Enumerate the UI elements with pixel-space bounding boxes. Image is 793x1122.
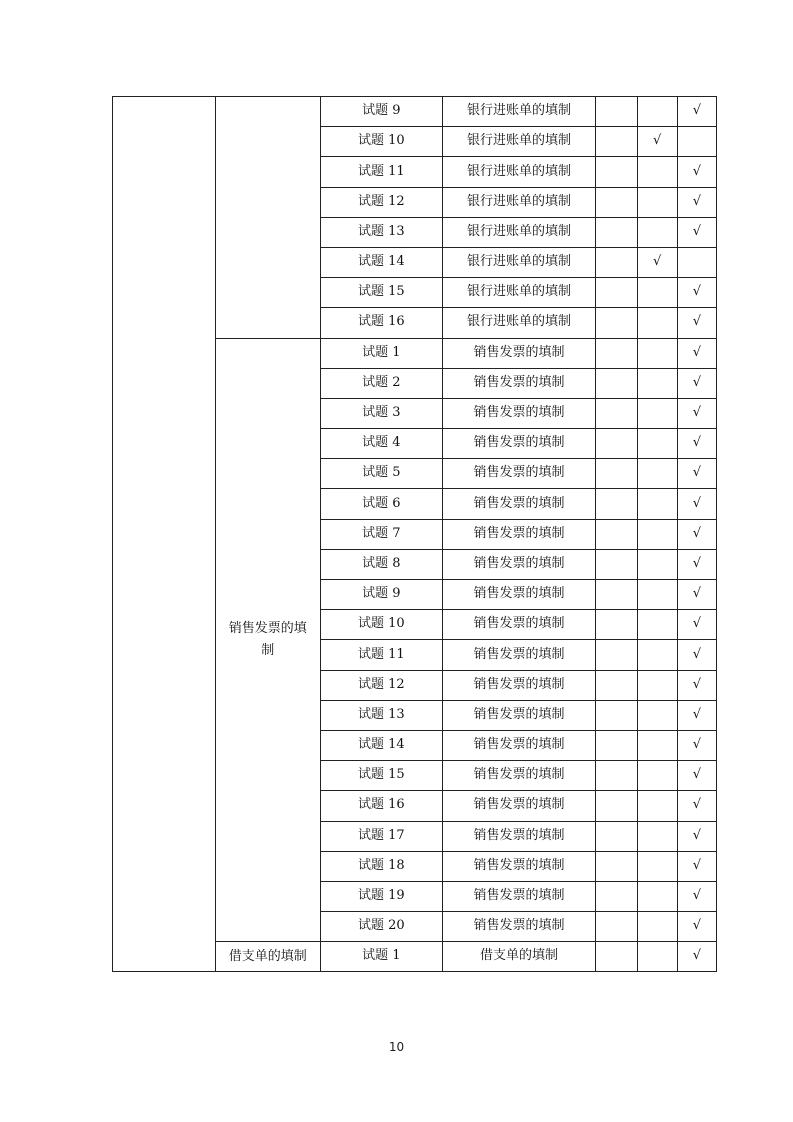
content-cell: 银行进账单的填制 [442,308,596,338]
check-cell-1 [596,127,637,157]
content-cell: 销售发票的填制 [442,338,596,368]
content-cell: 销售发票的填制 [442,730,596,760]
content-cell: 销售发票的填制 [442,791,596,821]
check-cell-2 [637,187,677,217]
check-cell-1 [596,640,637,670]
item-cell: 试题 17 [321,821,443,851]
check-cell-2 [637,97,677,127]
check-cell-2 [637,912,677,942]
content-cell: 销售发票的填制 [442,610,596,640]
item-cell: 试题 1 [321,942,443,972]
check-cell-2 [637,429,677,459]
content-cell: 销售发票的填制 [442,519,596,549]
check-cell-1 [596,368,637,398]
item-cell: 试题 15 [321,761,443,791]
check-cell-2 [637,700,677,730]
content-cell: 销售发票的填制 [442,851,596,881]
content-cell: 销售发票的填制 [442,670,596,700]
item-cell: 试题 19 [321,881,443,911]
item-cell: 试题 18 [321,851,443,881]
check-cell-3: √ [677,308,716,338]
check-cell-1 [596,851,637,881]
check-cell-3: √ [677,730,716,760]
check-cell-1 [596,761,637,791]
check-cell-3: √ [677,821,716,851]
check-cell-1 [596,549,637,579]
content-cell: 销售发票的填制 [442,821,596,851]
check-cell-2 [637,368,677,398]
check-cell-1 [596,942,637,972]
check-cell-2 [637,821,677,851]
item-cell: 试题 4 [321,429,443,459]
item-cell: 试题 8 [321,549,443,579]
item-cell: 试题 2 [321,368,443,398]
check-cell-2 [637,640,677,670]
content-cell: 销售发票的填制 [442,881,596,911]
check-cell-3: √ [677,700,716,730]
check-cell-2: √ [637,247,677,277]
category-cell [113,97,216,972]
check-cell-3: √ [677,278,716,308]
check-cell-3: √ [677,851,716,881]
check-cell-3: √ [677,791,716,821]
check-cell-2 [637,489,677,519]
check-cell-1 [596,429,637,459]
item-cell: 试题 12 [321,670,443,700]
check-cell-3: √ [677,459,716,489]
check-cell-1 [596,97,637,127]
check-cell-1 [596,580,637,610]
item-cell: 试题 7 [321,519,443,549]
content-cell: 销售发票的填制 [442,429,596,459]
module-label-cell: 借支单的填制 [215,942,321,972]
content-cell: 银行进账单的填制 [442,187,596,217]
item-cell: 试题 11 [321,640,443,670]
page-number: 10 [388,1040,405,1054]
check-cell-1 [596,217,637,247]
content-cell: 销售发票的填制 [442,368,596,398]
check-cell-3: √ [677,580,716,610]
item-cell: 试题 1 [321,338,443,368]
item-cell: 试题 14 [321,247,443,277]
check-cell-1 [596,670,637,700]
check-cell-3: √ [677,489,716,519]
check-cell-2 [637,398,677,428]
check-cell-2 [637,157,677,187]
check-cell-1 [596,338,637,368]
check-cell-3: √ [677,549,716,579]
check-cell-3 [677,127,716,157]
check-cell-2 [637,942,677,972]
check-cell-2 [637,217,677,247]
content-cell: 银行进账单的填制 [442,217,596,247]
item-cell: 试题 9 [321,580,443,610]
item-cell: 试题 5 [321,459,443,489]
check-cell-3: √ [677,610,716,640]
module-label-cell: 销售发票的填制 [215,338,321,942]
check-cell-3: √ [677,97,716,127]
exam-item-table [112,96,717,972]
check-cell-1 [596,187,637,217]
check-cell-2 [637,519,677,549]
item-cell: 试题 11 [321,157,443,187]
check-cell-1 [596,459,637,489]
item-cell: 试题 13 [321,700,443,730]
content-cell: 销售发票的填制 [442,912,596,942]
content-cell: 银行进账单的填制 [442,97,596,127]
table-row [113,97,717,127]
content-cell: 销售发票的填制 [442,580,596,610]
content-cell: 借支单的填制 [442,942,596,972]
check-cell-3: √ [677,942,716,972]
check-cell-2 [637,610,677,640]
content-cell: 销售发票的填制 [442,459,596,489]
item-cell: 试题 16 [321,791,443,821]
check-cell-2 [637,549,677,579]
check-cell-3: √ [677,187,716,217]
check-cell-2 [637,730,677,760]
check-cell-1 [596,278,637,308]
check-cell-1 [596,489,637,519]
item-cell: 试题 12 [321,187,443,217]
check-cell-2 [637,278,677,308]
check-cell-3: √ [677,398,716,428]
check-cell-3: √ [677,881,716,911]
item-cell: 试题 10 [321,610,443,640]
check-cell-1 [596,308,637,338]
item-cell: 试题 15 [321,278,443,308]
content-cell: 银行进账单的填制 [442,157,596,187]
check-cell-3: √ [677,640,716,670]
check-cell-2 [637,459,677,489]
check-cell-3: √ [677,912,716,942]
check-cell-3: √ [677,368,716,398]
module-label-cell [215,97,321,339]
check-cell-1 [596,881,637,911]
check-cell-3 [677,247,716,277]
check-cell-2 [637,670,677,700]
check-cell-1 [596,398,637,428]
item-cell: 试题 20 [321,912,443,942]
content-cell: 销售发票的填制 [442,549,596,579]
content-cell: 销售发票的填制 [442,398,596,428]
check-cell-1 [596,247,637,277]
check-cell-1 [596,610,637,640]
check-cell-3: √ [677,429,716,459]
check-cell-3: √ [677,217,716,247]
check-cell-1 [596,157,637,187]
item-cell: 试题 14 [321,730,443,760]
check-cell-2 [637,791,677,821]
check-cell-2: √ [637,127,677,157]
check-cell-2 [637,338,677,368]
check-cell-3: √ [677,338,716,368]
check-cell-2 [637,580,677,610]
item-cell: 试题 13 [321,217,443,247]
check-cell-3: √ [677,670,716,700]
check-cell-2 [637,308,677,338]
item-cell: 试题 16 [321,308,443,338]
content-cell: 销售发票的填制 [442,761,596,791]
check-cell-2 [637,761,677,791]
content-cell: 银行进账单的填制 [442,247,596,277]
check-cell-1 [596,519,637,549]
check-cell-3: √ [677,519,716,549]
content-cell: 销售发票的填制 [442,489,596,519]
item-cell: 试题 3 [321,398,443,428]
item-cell: 试题 9 [321,97,443,127]
check-cell-1 [596,700,637,730]
check-cell-2 [637,851,677,881]
content-cell: 销售发票的填制 [442,700,596,730]
check-cell-2 [637,881,677,911]
check-cell-1 [596,730,637,760]
check-cell-1 [596,791,637,821]
check-cell-3: √ [677,761,716,791]
content-cell: 银行进账单的填制 [442,278,596,308]
item-cell: 试题 6 [321,489,443,519]
check-cell-1 [596,912,637,942]
content-cell: 银行进账单的填制 [442,127,596,157]
item-cell: 试题 10 [321,127,443,157]
check-cell-3: √ [677,157,716,187]
content-cell: 销售发票的填制 [442,640,596,670]
check-cell-1 [596,821,637,851]
